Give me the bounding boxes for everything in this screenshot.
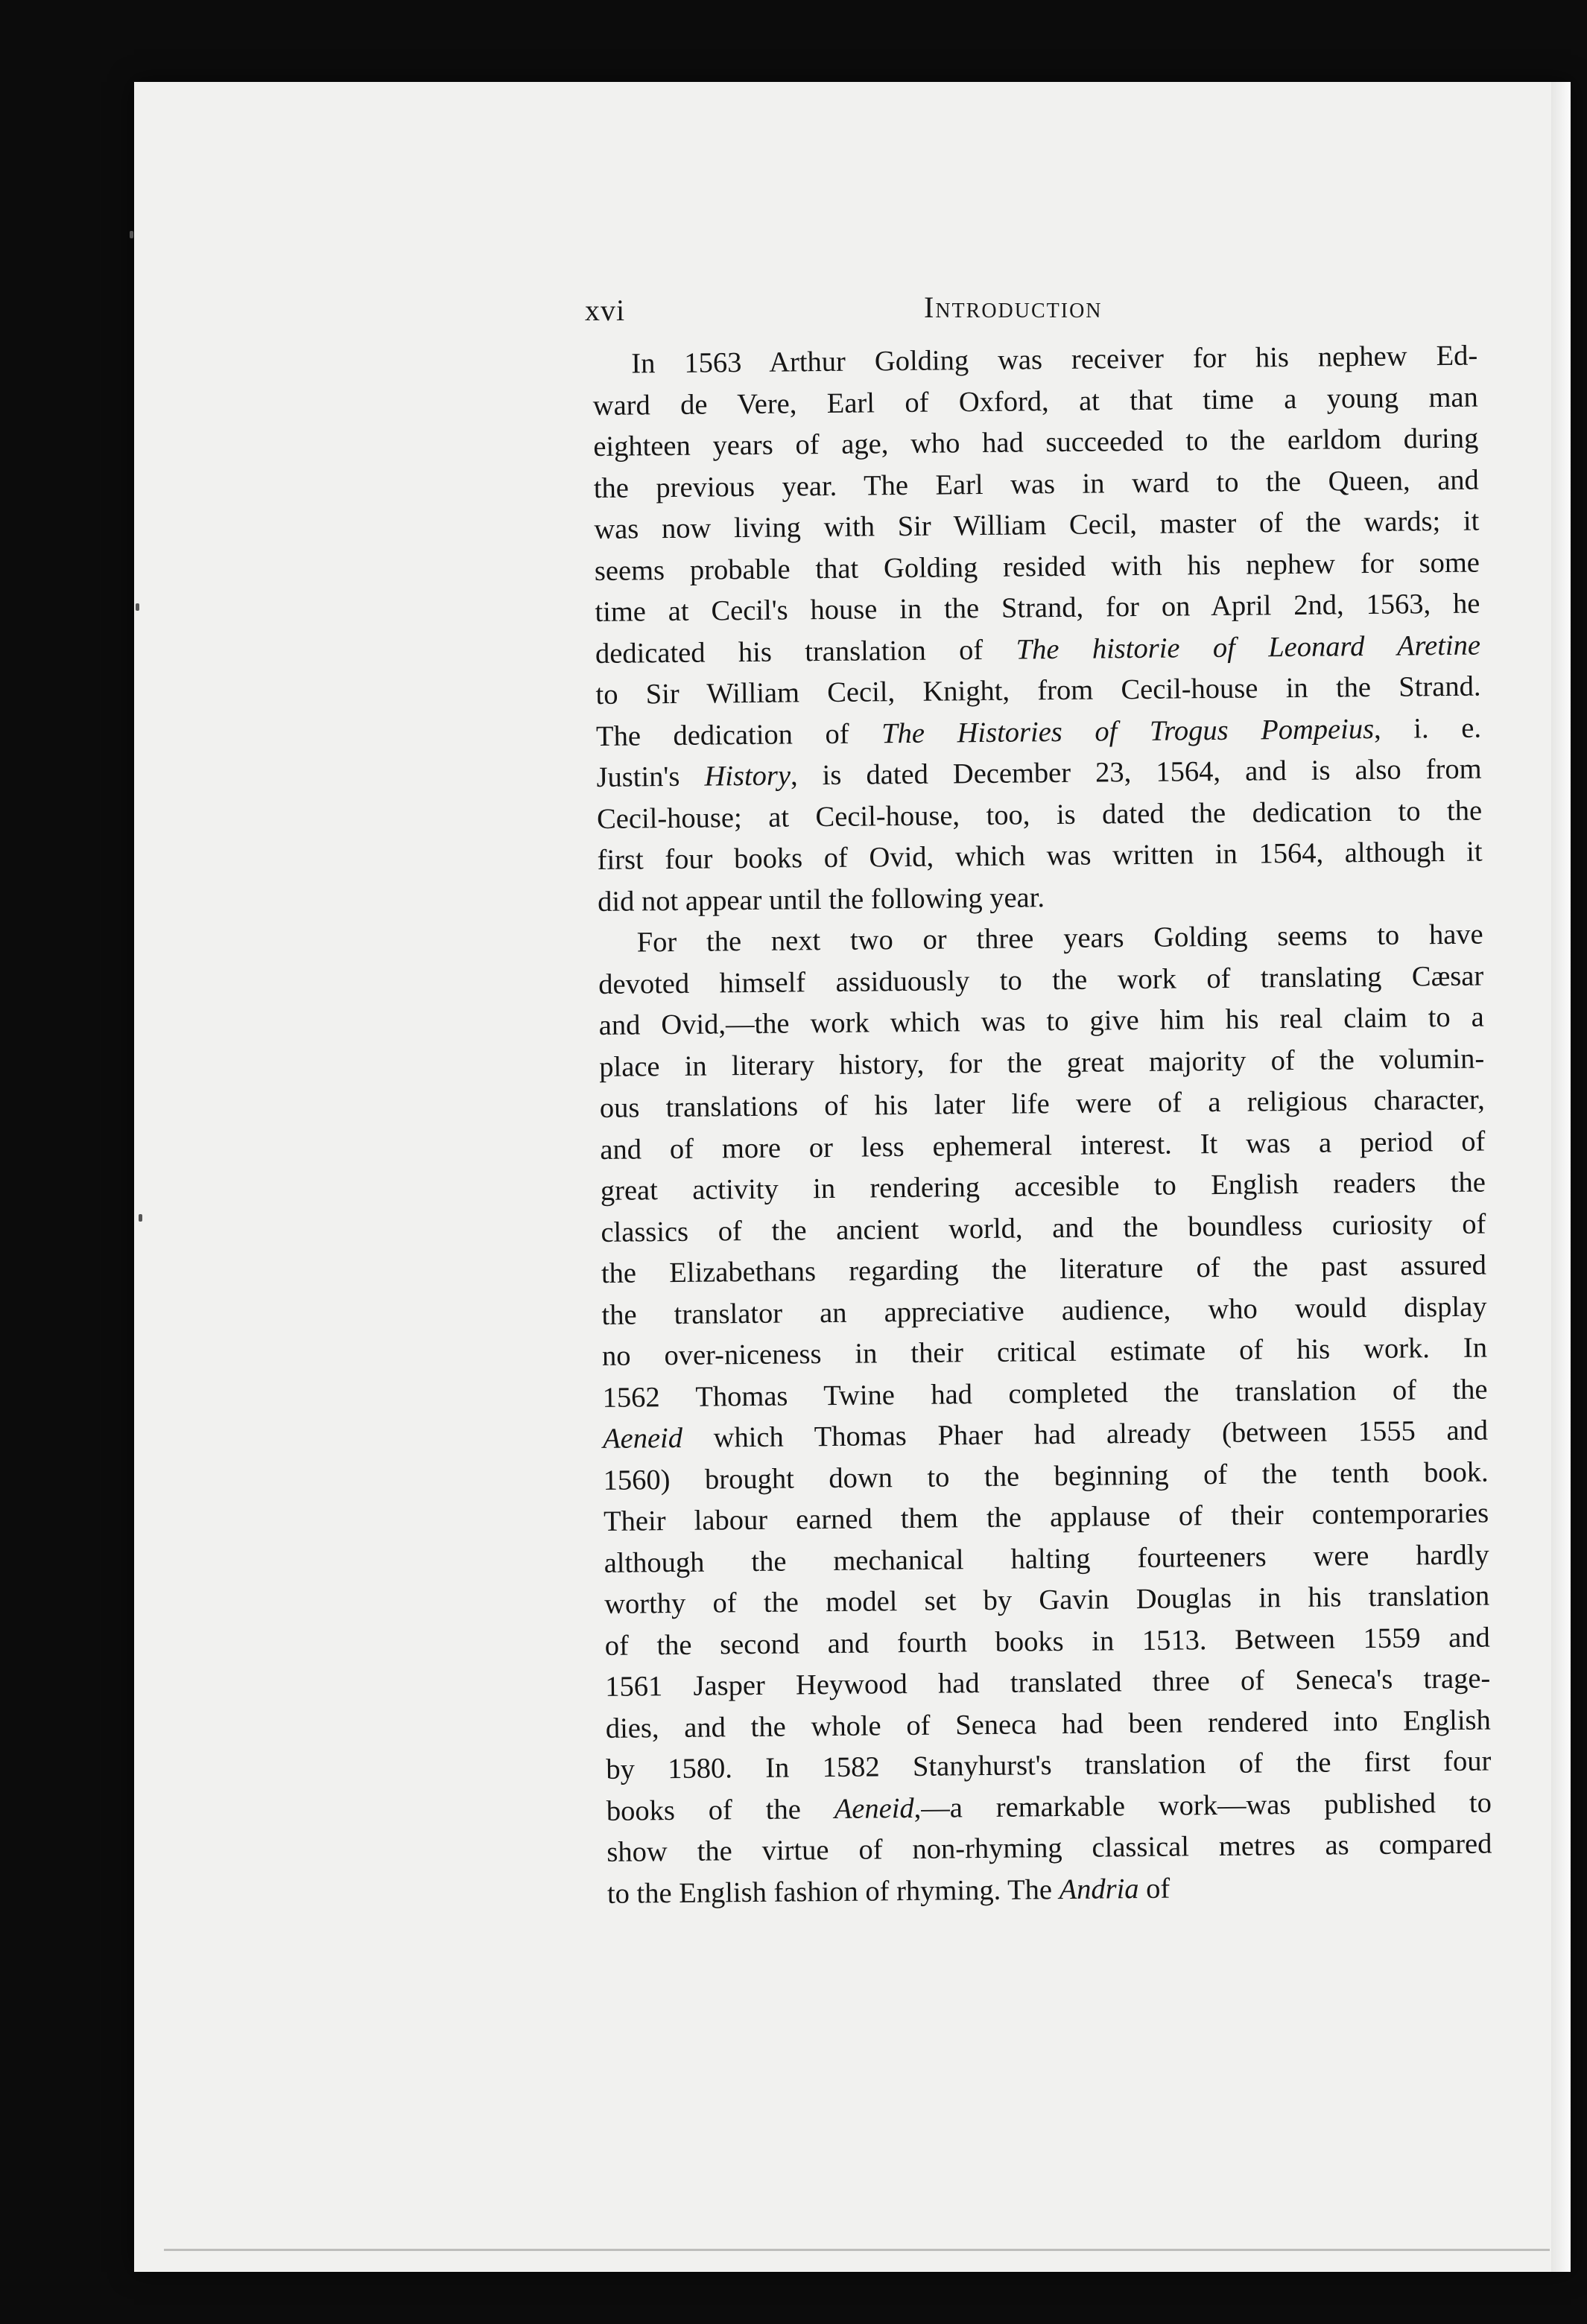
text-line: devoted himself assiduously to the work of translating Cæsar [598, 960, 1484, 1000]
text-line: 1561 Jasper Heywood had translated three of Seneca's trage- [605, 1663, 1491, 1703]
text-line: show the virtue of non-rhyming classical metres as compared [606, 1828, 1492, 1868]
page-number: xvi [585, 293, 626, 327]
page-header [585, 285, 1486, 330]
text-line: In 1563 Arthur Golding was receiver for his nephew Ed- [631, 340, 1478, 380]
text-line: and of more or less ephemeral interest. It was a period of [600, 1126, 1486, 1166]
text-line: the previous year. The Earl was in ward to the Queen, and [593, 464, 1480, 504]
text-line: and Ovid,—the work which was to give him his real claim to a [598, 1001, 1484, 1041]
text-line: of the second and fourth books in 1513. Between 1559 and [604, 1622, 1490, 1662]
text-line: ous translations of his later life were of a religious character, [599, 1084, 1485, 1124]
text-line: did not appear until the following year. [597, 881, 1045, 918]
page-bottom-rule [164, 2249, 1550, 2251]
page-edge [1551, 82, 1571, 2272]
margin-speck [139, 1214, 142, 1222]
body-text [592, 336, 1492, 1915]
text-line: eighteen years of age, who had succeeded to the earldom during [593, 422, 1479, 463]
text-line: Cecil-house; at Cecil-house, too, is dated the dedication to the [596, 795, 1483, 835]
text-line: 1560) brought down to the beginning of the tenth book. [603, 1456, 1489, 1496]
text-line: For the next two or three years Golding seems to have [636, 918, 1483, 959]
text-line: place in literary history, for the great majority of the volumin- [599, 1043, 1485, 1083]
text-line: The dedication of The Histories of Trogus Pompeius, i. e. [595, 712, 1482, 752]
text-line: 1562 Thomas Twine had completed the translation of the [602, 1374, 1488, 1414]
paragraph [598, 915, 1492, 1915]
text-line: Justin's History, is dated December 23, 1564, and is also from [596, 753, 1482, 793]
text-line: first four books of Ovid, which was written in 1564, although it [597, 836, 1483, 876]
text-line: seems probable that Golding resided with his nephew for some [594, 547, 1480, 587]
margin-speck [136, 603, 139, 611]
margin-speck [130, 231, 133, 238]
text-line: the translator an appreciative audience, who would display [601, 1291, 1487, 1331]
text-line: to Sir William Cecil, Knight, from Cecil-house in the Strand. [595, 670, 1481, 711]
text-line: no over-niceness in their critical estimate of his work. In [601, 1332, 1488, 1372]
text-line: the Elizabethans regarding the literature of the past assured [601, 1249, 1487, 1289]
text-line: dies, and the whole of Seneca had been rendered into English [605, 1704, 1491, 1744]
text-line: worthy of the model set by Gavin Douglas in his translation [604, 1580, 1490, 1620]
text-line: to the English fashion of rhyming. The Andria of [606, 1873, 1171, 1910]
text-line: ward de Vere, Earl of Oxford, at that time a young man [592, 381, 1478, 422]
text-line: was now living with Sir William Cecil, master of the wards; it [594, 505, 1480, 545]
text-line: Their labour earned them the applause of their contemporaries [603, 1497, 1489, 1537]
text-line: books of the Aeneid,—a remarkable work—was published to [606, 1787, 1492, 1827]
text-line: time at Cecil's house in the Strand, for on April 2nd, 1563, he [595, 588, 1480, 628]
text-line: by 1580. In 1582 Stanyhurst's translation of the first four [606, 1745, 1492, 1785]
text-line: Aeneid which Thomas Phaer had already (between 1555 and [602, 1415, 1489, 1455]
text-line: although the mechanical halting fourteeners were hardly [604, 1539, 1489, 1579]
running-head: Introduction [924, 290, 1103, 324]
text-line: dedicated his translation of The historie of Leonard Aretine [595, 629, 1481, 670]
text-line: great activity in rendering accesible to English readers the [600, 1166, 1486, 1207]
text-line: classics of the ancient world, and the boundless curiosity of [601, 1208, 1486, 1248]
paragraph [592, 336, 1483, 923]
